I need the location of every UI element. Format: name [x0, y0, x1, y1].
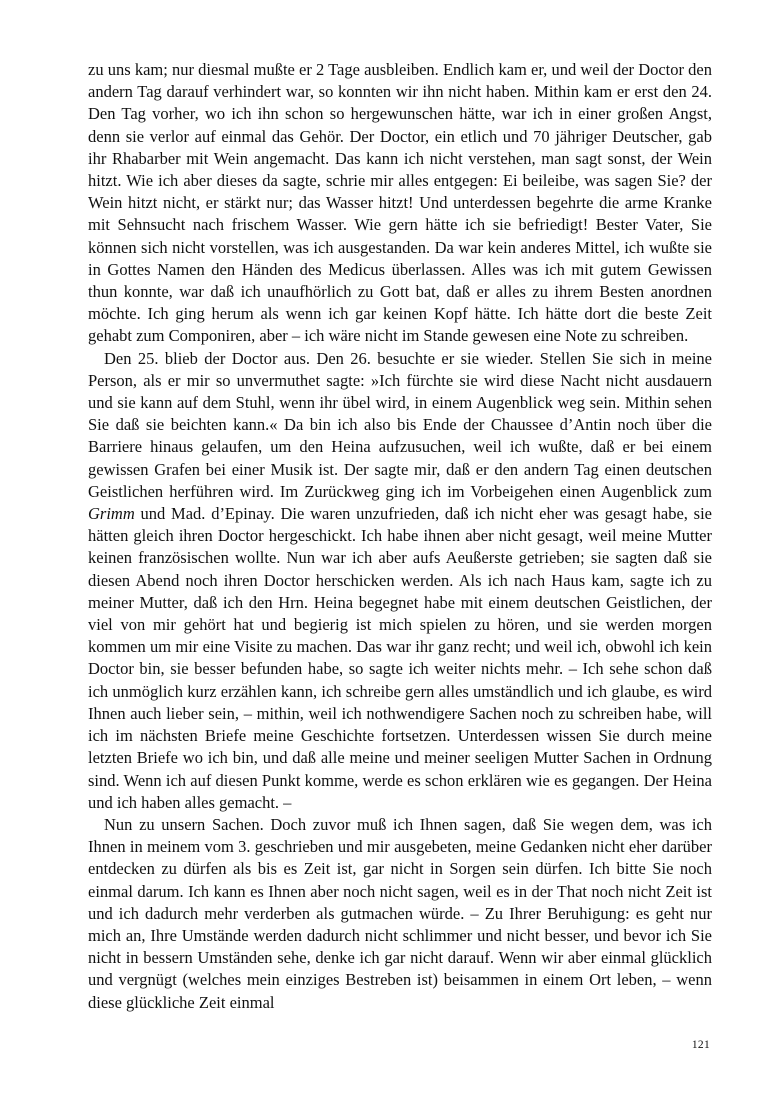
paragraph-2-text-a: Den 25. blieb der Doctor aus. Den 26. besuchte er sie wieder. Stellen Sie sich in meine Person, als er mir so unvermuthet sagte: »Ich fürchte sie wird diese Nacht nicht ausdauern und sie kann auf dem Stuhl, wenn ihr übel wird, in einem Augenblick weg sein. Mithin sehen Sie daß sie beichten kann.« Da bin ich also bis Ende der Chaussee d’Antin noch über die Barriere hinaus gelaufen, um den Heina aufzusuchen, weil ich wußte, daß er bei einem gewissen Grafen bei einer Musik ist. Der sagte mir, daß er den andern Tag einen deutschen Geistlichen herführen wird. Im Zurückweg ging ich im Vorbeigehen einen Augenblick zum [88, 348, 712, 501]
paragraph-2-text-b: und Mad. d’Epinay. Die waren unzufrieden, daß ich nicht eher was gesagt habe, sie hätten gleich ihren Doctor hergeschickt. Ich habe ihnen aber nicht gesagt, weil meine Mutter keinen französischen wollte. Nun war ich aber aufs Aeußerste getrieben; sie sagten daß sie diesen Abend noch ihren Doctor herschicken werden. Als ich nach Haus kam, sagte ich zu meiner Mutter, daß ich den Hrn. Heina begegnet habe mit einem deutschen Geistlichen, der viel von mir gehört hat und begierig ist mich spielen zu hören, und sie werden morgen kommen um mir eine Visite zu machen. Das war ihr ganz recht; und weil ich, obwohl ich kein Doctor bin, sie besser befunden habe, so sagte ich weiter nichts mehr. – Ich sehe schon daß ich unmöglich kurz erzählen kann, ich schreibe gern alles umständlich und ich glaube, es wird Ihnen auch lieber sein, – mithin, weil ich nothwendigere Sachen noch zu schreiben habe, will ich im nächsten Briefe meine Geschichte fortsetzen. Unterdessen wissen Sie durch meine letzten Briefe wo ich bin, und daß alle meine und meiner seeligen Mutter Sachen in Ordnung sind. Wenn ich auf diesen Punkt komme, werde es schon erklären wie es gegangen. Der Heina und ich haben alles gemacht. – [88, 504, 712, 812]
paragraph-2 [88, 348, 712, 814]
paragraph-1-text: zu uns kam; nur diesmal mußte er 2 Tage ausbleiben. Endlich kam er, und weil der Doctor den andern Tag darauf verhindert war, so konnten wir ihn nicht haben. Mithin kam er erst den 24. Den Tag vorher, wo ich ihn schon so hergewunschen hätte, war ich in einer großen Angst, denn sie verlor auf einmal das Gehör. Der Doctor, ein etlich und 70 jähriger Deutscher, gab ihr Rhabarber mit Wein angemacht. Das kann ich nicht verstehen, man sagt sonst, der Wein hitzt. Wie ich aber dieses da sagte, schrie mir alles entgegen: Ei beileibe, was sagen Sie? der Wein hitzt nicht, er stärkt nur; das Wasser hitzt! Und unterdessen begehrte die arme Kranke mit Sehnsucht nach frischem Wasser. Wie gern hätte ich sie befriedigt! Bester Vater, Sie können sich nicht vorstellen, was ich ausgestanden. Da war kein anderes Mittel, ich wußte sie in Gottes Namen den Händen des Medicus überlassen. Alles was ich mit gutem Gewissen thun konnte, war daß ich unaufhörlich zu Gott bat, daß er alles zu ihrem Besten anordnen möchte. Ich ging herum als wenn ich gar keinen Kopf hätte. Ich hätte dort die beste Zeit gehabt zum Componiren, aber – ich wäre nicht im Stande gewesen eine Note zu schreiben. [88, 60, 712, 346]
paragraph-3 [88, 814, 712, 1014]
paragraph-1 [88, 59, 712, 348]
italic-name-grimm: Grimm [88, 504, 135, 524]
page-number: 121 [691, 1039, 710, 1051]
letter-body [88, 59, 712, 1014]
paragraph-3-text: Nun zu unsern Sachen. Doch zuvor muß ich Ihnen sagen, daß Sie wegen dem, was ich Ihnen in meinem vom 3. geschrieben und mir ausgebeten, meine Gedanken nicht eher darüber entdecken zu dürfen als bis es Zeit ist, gar nicht in Sorgen sein dürfen. Ich bitte Sie noch einmal darum. Ich kann es Ihnen aber noch nicht sagen, weil es in der That noch nicht Zeit ist und ich dadurch mehr verderben als gutmachen würde. – Zu Ihrer Beruhigung: es geht nur mich an, Ihre Umstände werden dadurch nicht schlimmer und nicht besser, und bevor ich Sie nicht in bessern Umständen sehe, denke ich gar nicht darauf. Wenn wir aber einmal glücklich und vergnügt (welches mein einziges Bestreben ist) beisammen in einem Ort leben, – wenn diese glückliche Zeit einmal [88, 814, 712, 1012]
